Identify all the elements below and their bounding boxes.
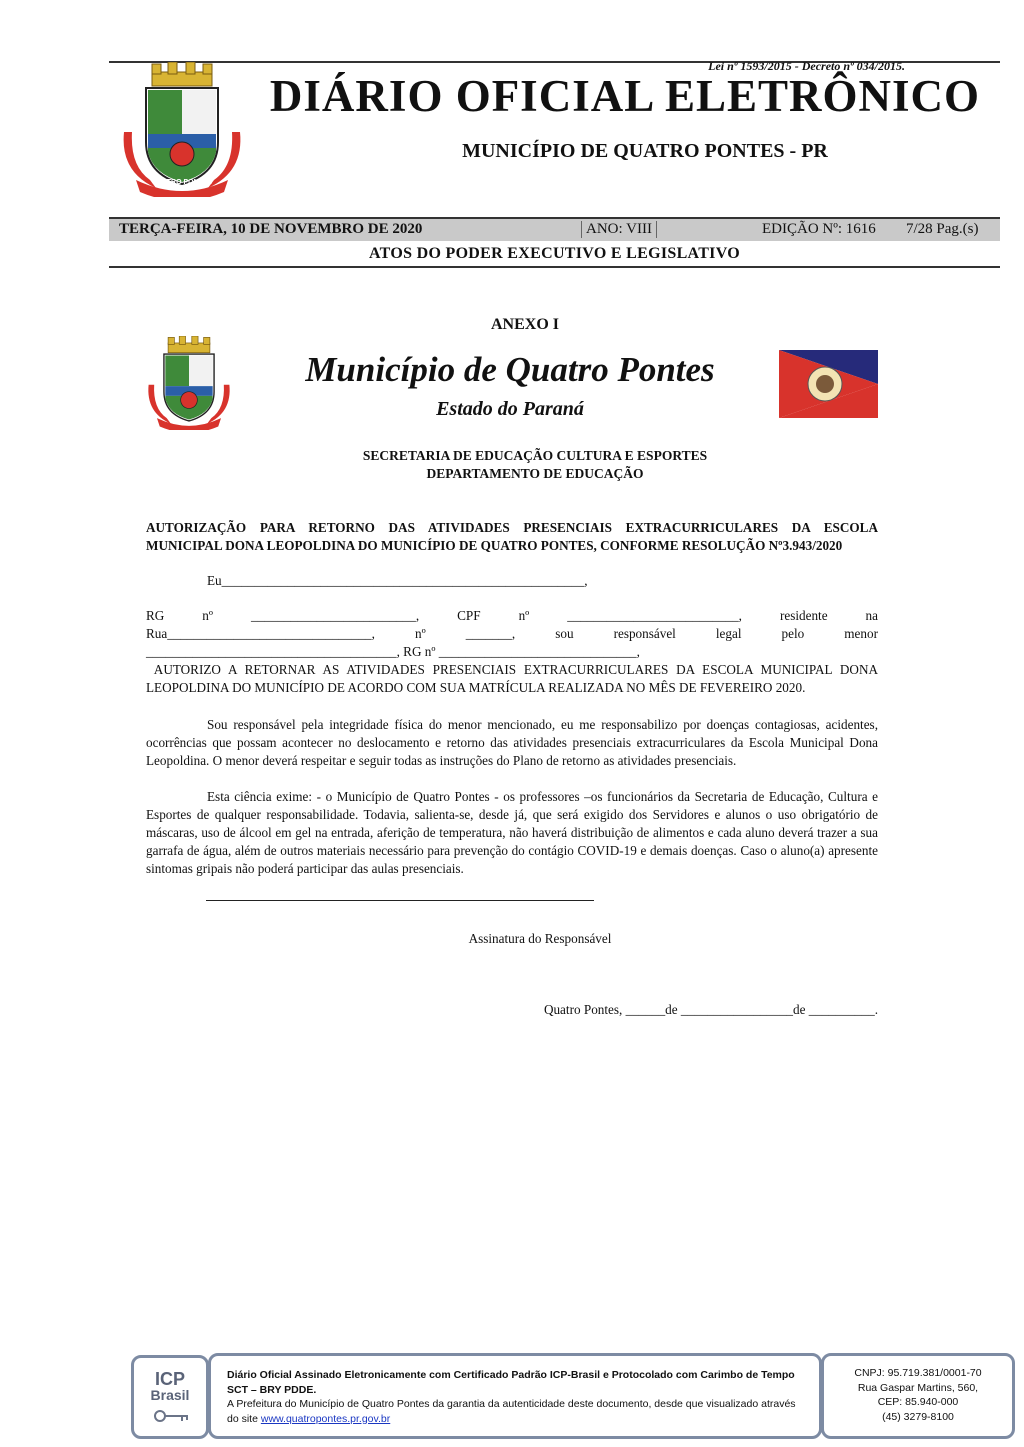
authorization-title-line-2: MUNICIPAL DONA LEOPOLDINA DO MUNICÍPIO DE QUATRO PONTES, CONFORME RESOLUÇÃO Nº3.943/2020 — [146, 538, 843, 553]
department-block — [300, 447, 770, 483]
site-link[interactable]: www.quatropontes.pr.gov.br — [260, 1412, 391, 1425]
certification-statement: Diário Oficial Assinado Eletronicamente com Certificado Padrão ICP-Brasil e Protocolado com Carimbo de Tempo SCT – BRY PDDE. — [227, 1369, 795, 1396]
secretaria-name: SECRETARIA DE EDUCAÇÃO CULTURA E ESPORTES — [362, 448, 708, 463]
signature-label: Assinatura do Responsável — [468, 931, 612, 946]
date-place-line: Quatro Pontes, ______de _________________de __________. — [543, 1002, 878, 1017]
law-reference: Lei nº 1593/2015 - Decreto nº 034/2015. — [708, 59, 905, 73]
issue-year: ANO: VIII — [581, 221, 657, 238]
signature-line — [206, 900, 594, 901]
gazette-title: DIÁRIO OFICIAL ELETRÔNICO — [269, 71, 981, 121]
departamento-name: DEPARTAMENTO DE EDUCAÇÃO — [426, 466, 644, 481]
responsibility-paragraph: Sou responsável pela integridade física do menor mencionado, eu me responsabilizo por doenças contagiosas, acidentes, ocorrências que possam acontecer no deslocamento e retorno das atividades presenciais extracurriculares da Escola Municipal Dona Leopoldina. O menor deverá respeitar e seguir todas as instruções do Plano de retorno as atividades presenciais. — [146, 717, 878, 768]
certification-notice-box — [208, 1353, 822, 1439]
issue-date: TERÇA-FEIRA, 10 DE NOVEMBRO DE 2020 — [119, 221, 423, 237]
phone: (45) 3279-8100 — [882, 1410, 954, 1423]
section-bottom-rule — [109, 266, 1000, 268]
id-line-rg-cpf: RG nº _________________________, CPF nº __________________________, residente na — [146, 608, 878, 623]
annex-crest-logo — [143, 336, 235, 430]
authorization-title — [146, 519, 878, 555]
icp-brasil-logo-box — [131, 1355, 209, 1439]
estado-heading: Estado do Paraná — [436, 398, 584, 420]
cep: CEP: 85.940-000 — [877, 1396, 959, 1408]
waiver-paragraph: Esta ciência exime: - o Município de Quatro Pontes - os professores –os funcionários da Secretaria de Educação, Cultura e Esportes de qualquer responsabilidade. Todavia, salienta-se, desde já, que será exigido dos Servidores e alunos o uso obrigatório de máscaras, uso de álcool em gel na entrada, aferição de temperatura, não haverá distribuição de alimentos e cada aluno deverá trazer a sua garrafa de água, além de outros materiais necessário para prevenção do contágio COVID-19 e demais doenças. Caso o aluno(a) apresente sintomas gripais não poderá participar das aulas presenciais. — [146, 789, 878, 876]
id-line-minor: ______________________________________, RG nº ______________________________, — [146, 644, 640, 659]
edition-number: EDIÇÃO Nº: 1616 — [762, 221, 876, 237]
id-line-address: Rua_______________________________, nº _______, sou responsável legal pelo menor — [146, 626, 878, 641]
edition-info-bar — [109, 219, 1000, 241]
icp-logo-text-icp: ICP — [154, 1369, 185, 1389]
section-title: ATOS DO PODER EXECUTIVO E LEGISLATIVO — [369, 245, 740, 262]
contact-info-box — [821, 1353, 1015, 1439]
municipio-heading: Município de Quatro Pontes — [305, 350, 715, 389]
page-count: 7/28 Pag.(s) — [906, 221, 979, 237]
annex-label: ANEXO I — [490, 316, 559, 333]
key-icon — [152, 1408, 192, 1424]
municipal-crest-logo — [116, 62, 248, 197]
cnpj: CNPJ: 95.719.381/0001-70 — [854, 1367, 982, 1379]
crest-ribbon-text: QUATRO PONTES — [151, 179, 213, 186]
authenticity-statement — [227, 1397, 807, 1426]
municipality-name: MUNICÍPIO DE QUATRO PONTES - PR — [462, 140, 828, 162]
municipal-flag — [779, 350, 878, 418]
icp-logo-text-brasil: Brasil — [150, 1387, 190, 1403]
authenticity-text: A Prefeitura do Município de Quatro Pontes da garantia da autenticidade deste documento, desde que visualizado através do site — [227, 1398, 796, 1425]
authorization-title-line-1: AUTORIZAÇÃO PARA RETORNO DAS ATIVIDADES PRESENCIAIS EXTRACURRICULARES DA ESCOLA — [146, 520, 878, 535]
eu-line: Eu_______________________________________________________, — [207, 573, 588, 588]
street-address: Rua Gaspar Martins, 560, — [857, 1381, 979, 1394]
identification-lines — [146, 607, 878, 661]
autorizo-statement: AUTORIZO A RETORNAR AS ATIVIDADES PRESENCIAIS EXTRACURRICULARES DA ESCOLA MUNICIPAL DONA LEOPOLDINA DO MUNICÍPIO DE ACORDO COM SUA MATRÍCULA REALIZADA NO MÊS DE FEVEREIRO 2020. — [146, 662, 882, 695]
